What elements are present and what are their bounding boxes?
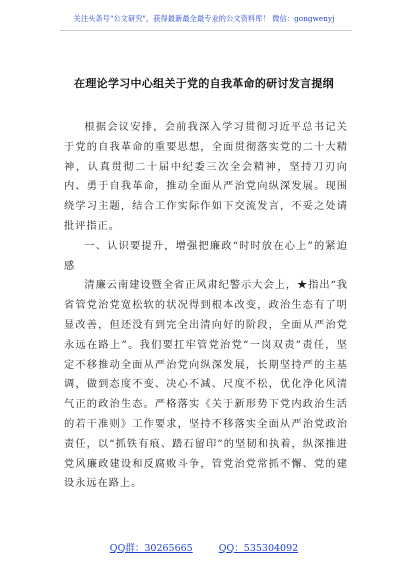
header-note: 关注头条号"公文研究"，获得最新最全最专业的公文资料库！ 微信：gongwenyj [73, 14, 335, 23]
section-heading: 一、认识要提升，增强把廉政“时时放在心上”的紧迫感 [64, 240, 348, 272]
document-body [64, 118, 348, 494]
qq-contact-link[interactable]: QQ：535304092 [218, 543, 299, 554]
footer-contact [0, 540, 408, 554]
document-title: 在理论学习中心组关于党的自我革命的研讨发言提纲 [74, 77, 334, 90]
paragraph-body: 清廉云南建设暨全省正风肃纪警示大会上，★指出“我省管党治党宽松软的状况得到根本改变，政治生态有了明显改善，但还没有到完全出清向好的阶段，全面从严治党永远在路上”。我们要扛牢管党治党“一岗双责”责任，坚定不移推动全面从严治党向纵深发展，长期坚持严的主基调，做到态度不变、决心不减、尺度不松，优化净化风清气正的政治生态。严格落实《关于新形势下党内政治生活的若干准则》工作要求，坚持不移落实全面从严治党政治责任，以“抓铁有痕、踏石留印”的坚韧和执着，纵深推进党风廉政建设和反腐败斗争，管党治党常抓不懈、党的建设永远在路上。 [64, 280, 348, 490]
header-divider [60, 30, 352, 31]
paragraph-intro: 根据会议安排，会前我深入学习贯彻习近平总书记关于党的自我革命的重要思想，全面贯彻落实党的二十大精神，认真贯彻二十届中纪委三次全会精神，坚持刀刃向内、勇于自我革命，推动全面从严治党向纵深发展。现围绕学习主题，结合工作实际作如下交流发言，不妥之处请批评指正。 [64, 122, 348, 232]
qq-group-link[interactable]: QQ群：30265665 [109, 543, 193, 554]
